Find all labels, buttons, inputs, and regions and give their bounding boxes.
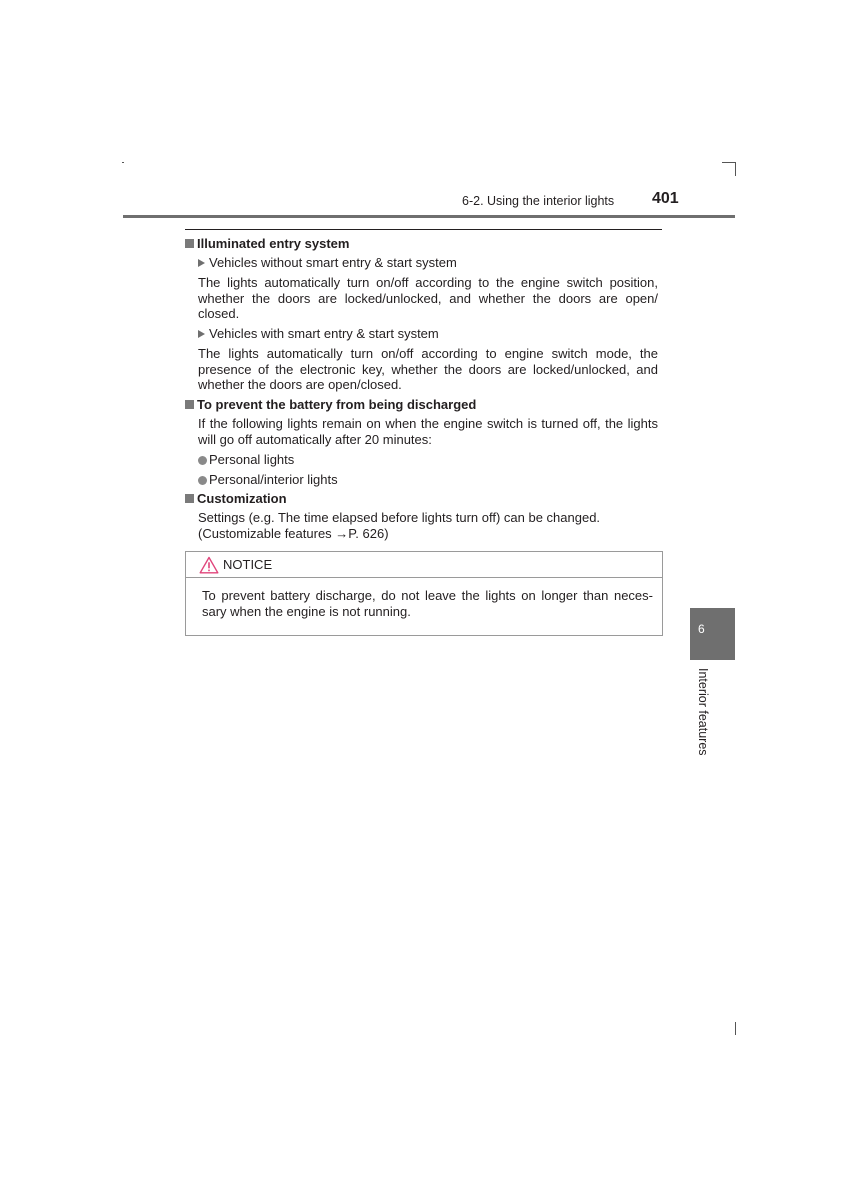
paragraph-battery: If the following lights remain on when the engine switch is turned off, the lights will go off automatically after 20 minutes: — [198, 416, 658, 447]
subheading-without-smart-entry — [198, 255, 457, 270]
subheading-text: Vehicles with smart entry & start system — [209, 326, 439, 341]
section-title: 6-2. Using the interior lights — [462, 194, 615, 208]
heading-text: Customization — [197, 491, 287, 506]
paragraph-customization: Settings (e.g. The time elapsed before lights turn off) can be changed. (Customizable features →P. 626) — [198, 510, 601, 541]
list-item-text: Personal lights — [209, 452, 295, 467]
heading-text: Illuminated entry system — [197, 236, 350, 251]
crop-mark-top-left — [122, 162, 124, 163]
square-bullet-icon — [185, 239, 194, 248]
crop-mark-bottom-right — [735, 1022, 736, 1035]
header-rule — [123, 215, 735, 218]
subheading-with-smart-entry — [198, 326, 439, 341]
right-triangle-icon — [198, 259, 205, 267]
crop-mark-top-right-h — [722, 162, 736, 163]
square-bullet-icon — [185, 494, 194, 503]
warning-triangle-icon — [199, 556, 219, 574]
notice-box — [185, 551, 663, 636]
heading-customization — [185, 491, 287, 506]
paragraph-without-smart-entry: The lights automatically turn on/off according to the engine switch position, whether the doors are locked/unlocked, and whether the doors are open/ closed. — [198, 275, 658, 322]
circle-bullet-icon — [198, 456, 207, 465]
paragraph-with-smart-entry: The lights automatically turn on/off according to engine switch mode, the presence of the electronic key, whether the doors are locked/unlocked, and whether the doors are open/closed. — [198, 346, 658, 393]
heading-prevent-battery-discharge — [185, 397, 476, 412]
square-bullet-icon — [185, 400, 194, 409]
notice-text: To prevent battery discharge, do not leave the lights on longer than neces-sary when the engine is not running. — [202, 588, 653, 619]
content-top-rule — [185, 229, 662, 230]
chapter-tab — [690, 608, 735, 660]
list-item — [198, 472, 338, 487]
list-item — [198, 452, 294, 467]
crop-mark-top-right-v — [735, 162, 736, 176]
subheading-text: Vehicles without smart entry & start system — [209, 255, 457, 270]
chapter-number: 6 — [698, 622, 705, 636]
circle-bullet-icon — [198, 476, 207, 485]
chapter-label: Interior features — [696, 668, 710, 756]
heading-text: To prevent the battery from being discharged — [197, 397, 477, 412]
heading-illuminated-entry — [185, 236, 349, 251]
right-triangle-icon — [198, 330, 205, 338]
notice-header — [186, 552, 662, 578]
list-item-text: Personal/interior lights — [209, 472, 338, 487]
page-number: 401 — [652, 190, 679, 207]
notice-label: NOTICE — [223, 557, 273, 572]
